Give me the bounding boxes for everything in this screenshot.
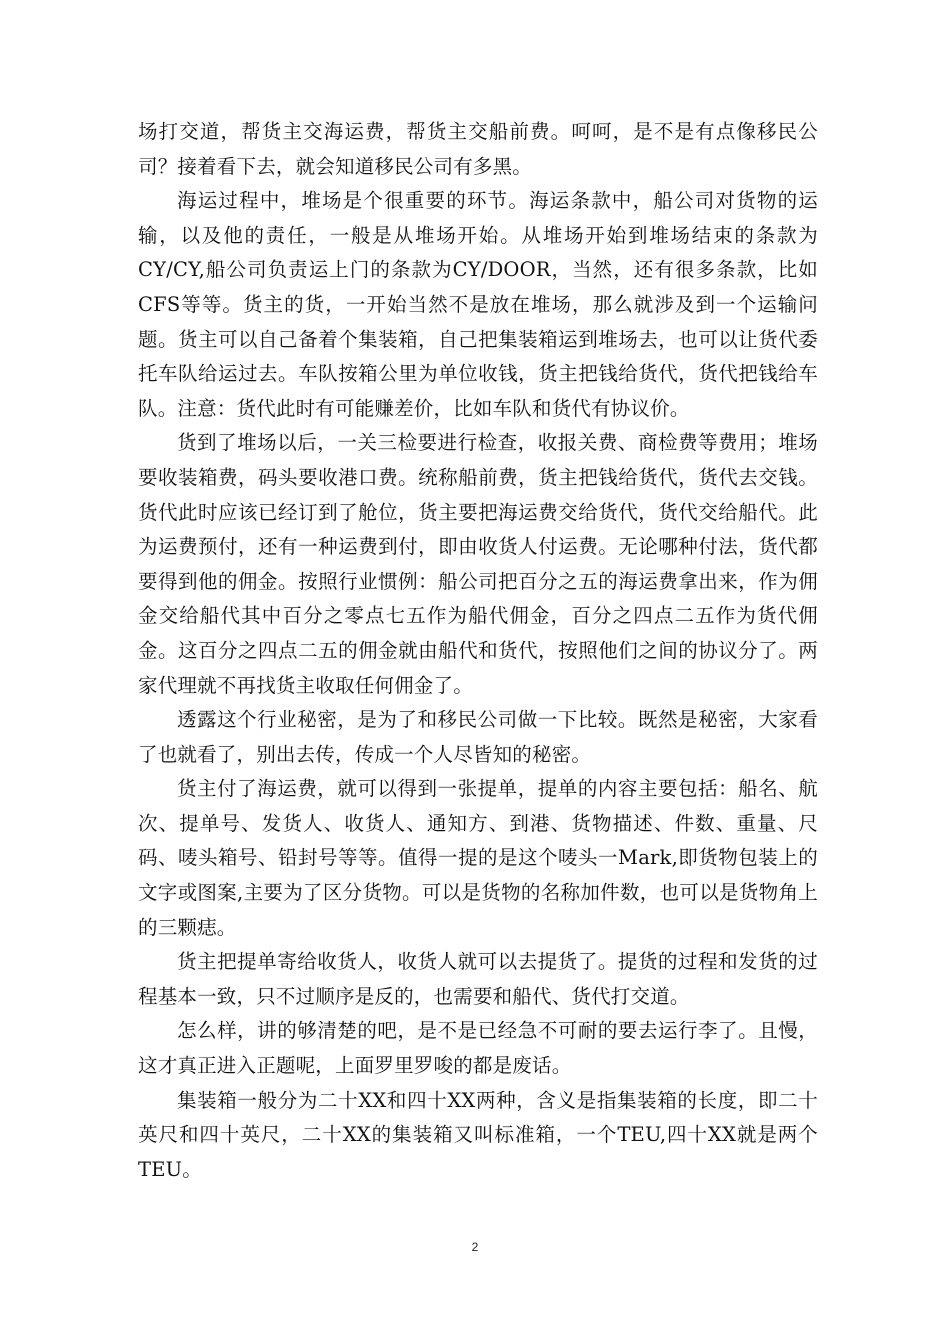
paragraph-container-sizes: 集装箱一般分为二十XX和四十XX两种，含义是指集装箱的长度，即二十英尺和四十英尺，二十XX的集装箱又叫标准箱，一个TEU,四十XX就是两个TEU。 xyxy=(138,1088,818,1181)
paragraph-yard-terms: 海运过程中，堆场是个很重要的环节。海运条款中，船公司对货物的运输，以及他的责任，一般是从堆场开始。从堆场开始到堆场结束的条款为CY/CY,船公司负责运上门的条款为CY/DOOR，当然，还有很多条款，比如CFS等等。货主的货，一开始当然不是放在堆场，那么就涉及到一个运输问题。货主可以自己备着个集装箱，自己把集装箱运到堆场去，也可以让货代委托车队给运过去。车队按箱公里为单位收钱，货主把钱给货代，货代把钱给车队。注意：货代此时有可能赚差价，比如车队和货代有协议价。 xyxy=(138,189,818,420)
document-body xyxy=(138,115,818,1187)
paragraph-continuation: 场打交道，帮货主交海运费，帮货主交船前费。呵呵，是不是有点像移民公司？接着看下去，就会知道移民公司有多黑。 xyxy=(138,120,818,178)
paragraph-industry-secret: 透露这个行业秘密，是为了和移民公司做一下比较。既然是秘密，大家看了也就看了，别出去传，传成一个人尽皆知的秘密。 xyxy=(138,708,818,766)
paragraph-bill-of-lading: 货主付了海运费，就可以得到一张提单，提单的内容主要包括：船名、航次、提单号、发货人、收货人、通知方、到港、货物描述、件数、重量、尺码、唛头箱号、铅封号等等。值得一提的是这个唛头一Mark,即货物包装上的文字或图案,主要为了区分货物。可以是货物的名称加件数，也可以是货物角上的三颗痣。 xyxy=(138,777,818,939)
paragraph-transition: 怎么样，讲的够清楚的吧，是不是已经急不可耐的要去运行李了。且慢，这才真正进入正题呢，上面罗里罗唆的都是废话。 xyxy=(138,1019,818,1078)
paragraph-pre-shipment-fees: 货到了堆场以后，一关三检要进行检查，收报关费、商检费等费用；堆场要收装箱费，码头要收港口费。统称船前费，货主把钱给货代，货代去交钱。货代此时应该已经订到了舱位，货主要把海运费交给货代，货代交给船代。此为运费预付，还有一种运费到付，即由收货人付运费。无论哪种付法，货代都要得到他的佣金。按照行业惯例：船公司把百分之五的海运费拿出来，作为佣金交给船代其中百分之零点七五作为船代佣金，百分之四点二五作为货代佣金。这百分之四点二五的佣金就由船代和货代，按照他们之间的协议分了。两家代理就不再找货主收取任何佣金了。 xyxy=(138,431,818,697)
paragraph-pickup: 货主把提单寄给收货人，收货人就可以去提货了。提货的过程和发货的过程基本一致，只不过顺序是反的，也需要和船代、货代打交道。 xyxy=(138,950,818,1008)
page-number: 2 xyxy=(471,1240,479,1254)
